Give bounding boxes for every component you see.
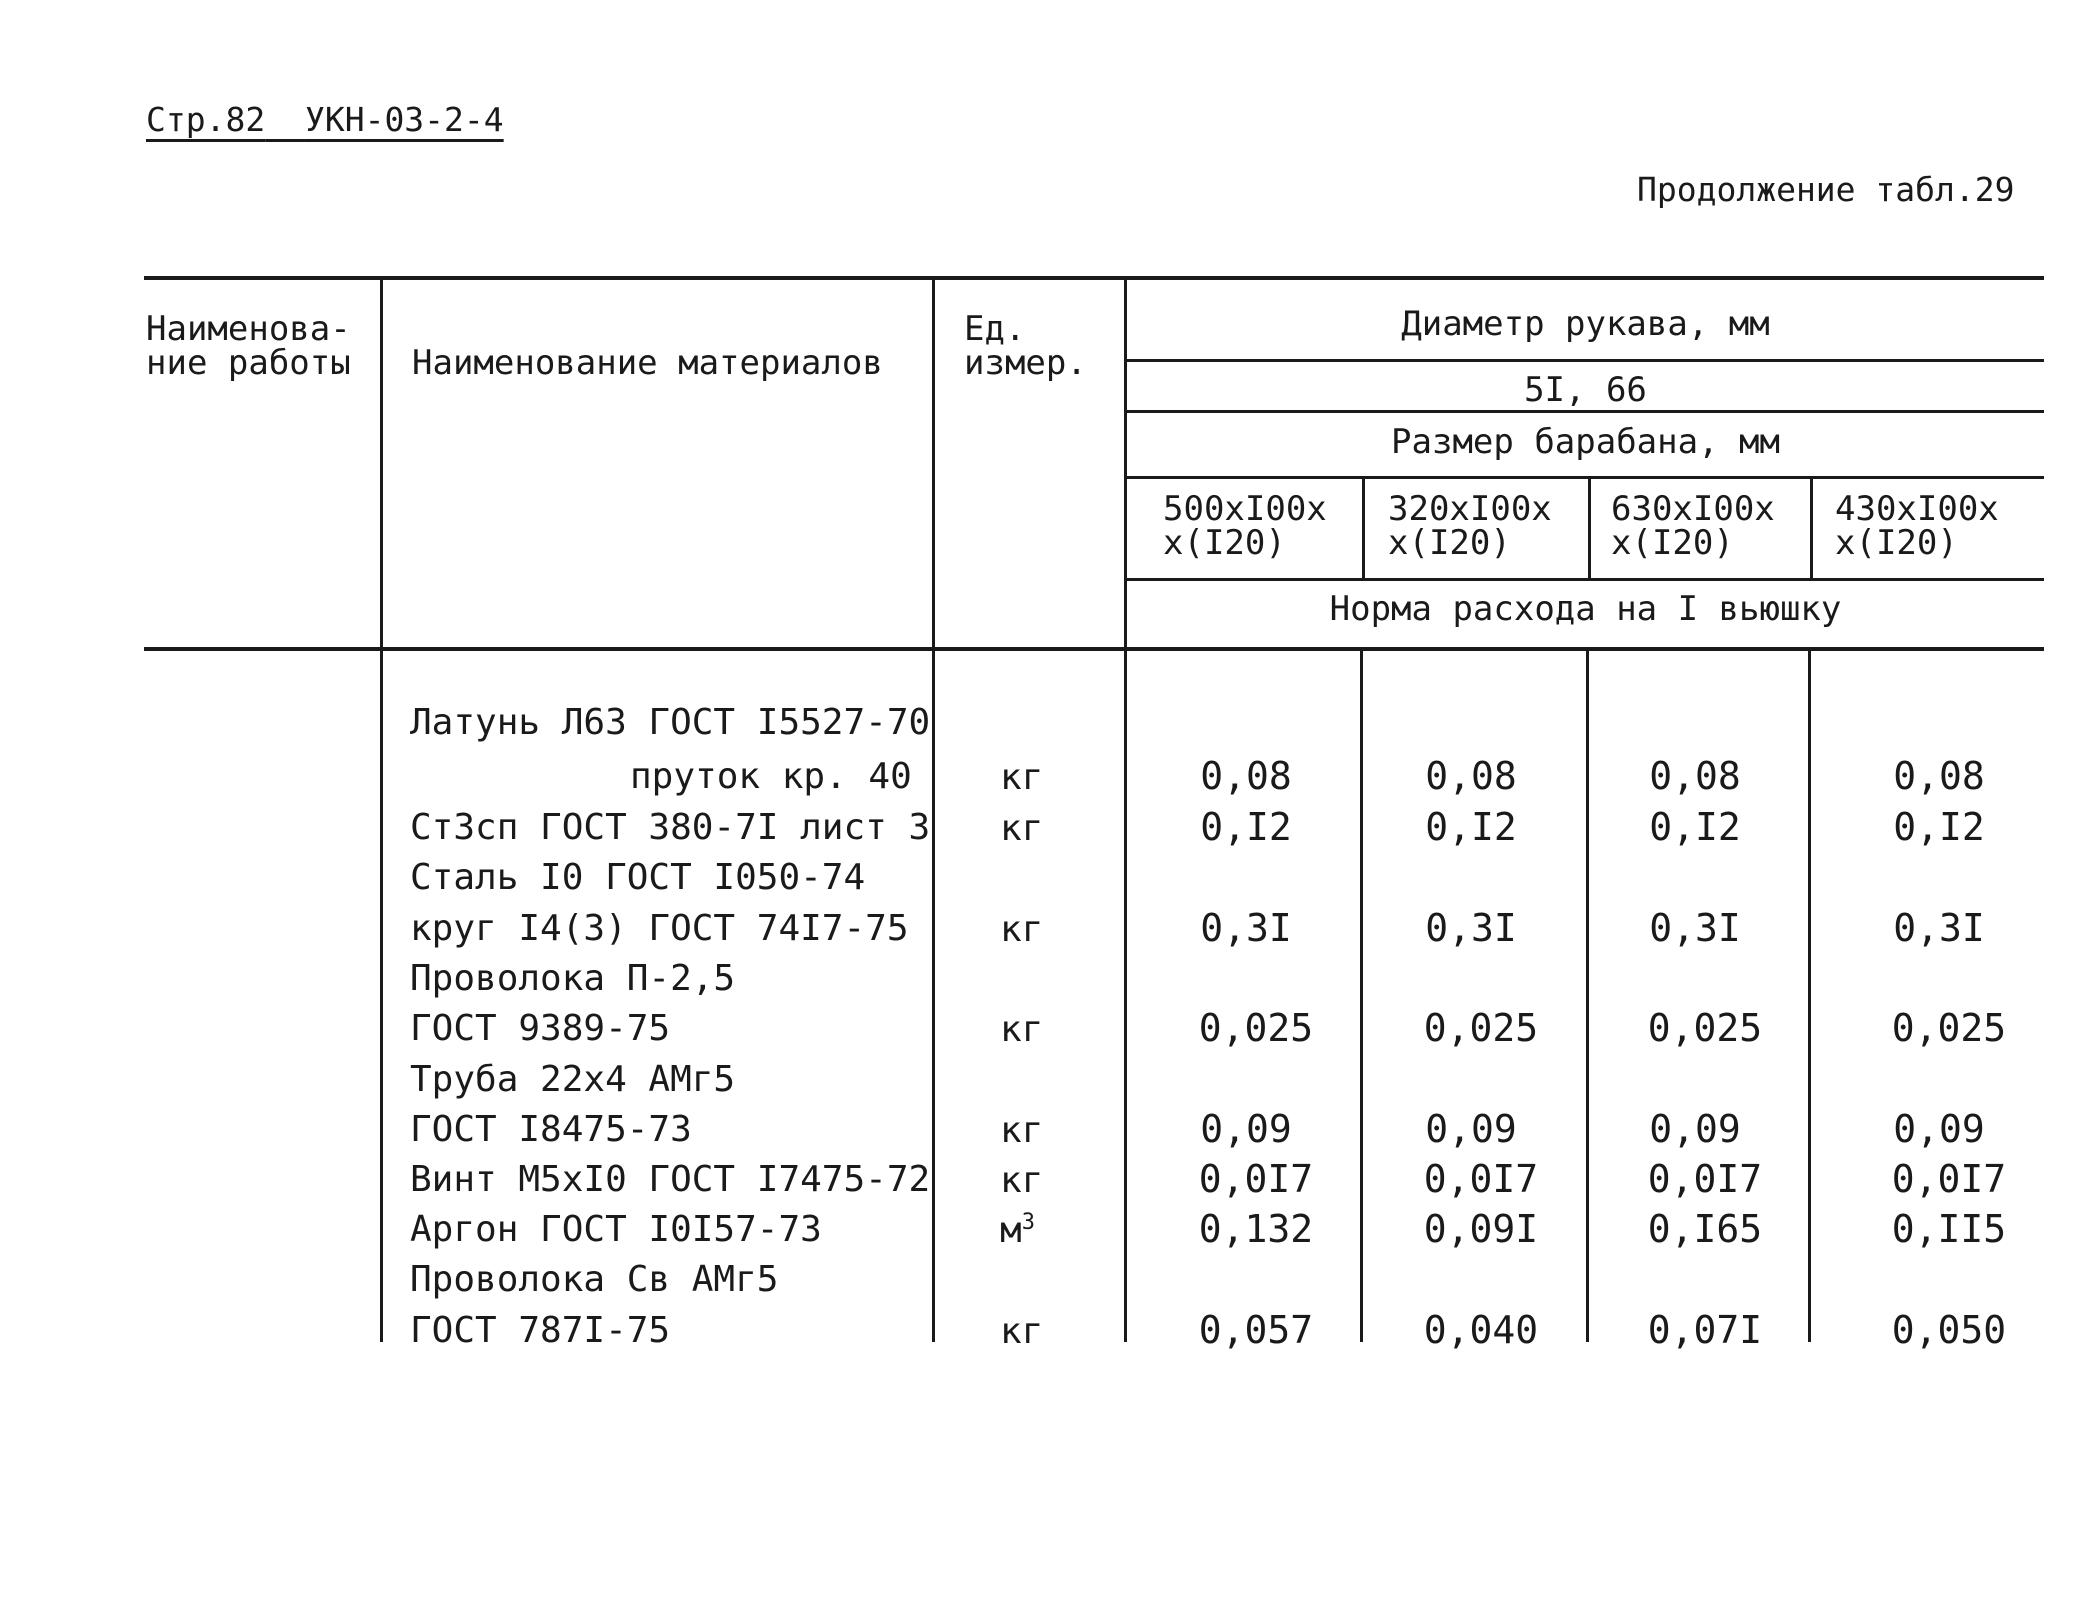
row-11-name: Аргон ГОСТ I0I57-73 — [410, 1209, 822, 1250]
row-4-name: Сталь I0 ГОСТ I050-74 — [410, 857, 866, 898]
row-5-name: круг I4(3) ГОСТ 74I7-75 — [410, 908, 909, 949]
row-7-value-3: 0,025 — [1647, 1006, 1763, 1050]
row-3-value-3: 0,I2 — [1649, 805, 1741, 849]
header-drum-1-line2: х(I20) — [1163, 523, 1286, 563]
drum-size-rule — [1127, 476, 2044, 479]
row-2-value-1: 0,08 — [1200, 754, 1292, 798]
col-rule-drum-3 — [1810, 476, 1813, 580]
col-rule-drum-2 — [1588, 476, 1591, 580]
row-10-value-2: 0,0I7 — [1423, 1157, 1539, 1201]
row-9-name: ГОСТ I8475-73 — [410, 1109, 692, 1150]
header-drum-1-line1: 500хI00х — [1163, 489, 1327, 529]
header-drum-size: Размер барабана, мм — [1391, 422, 1780, 462]
row-9-value-4: 0,09 — [1893, 1107, 1985, 1151]
row-11-unit-exponent: 3 — [1021, 1210, 1035, 1235]
row-2-unit: кг — [1000, 757, 1044, 798]
row-9-value-2: 0,09 — [1425, 1107, 1517, 1151]
row-10-value-4: 0,0I7 — [1891, 1157, 2007, 1201]
row-3-value-4: 0,I2 — [1893, 805, 1985, 849]
row-6-name: Проволока П-2,5 — [410, 958, 736, 999]
header-drum-2 — [1388, 489, 1552, 563]
row-2-value-2: 0,08 — [1425, 754, 1517, 798]
page-number: Стр.82 — [146, 100, 266, 139]
row-7-unit: кг — [1000, 1009, 1044, 1050]
row-11-value-1: 0,132 — [1198, 1207, 1314, 1251]
header-materials: Наименование материалов — [412, 343, 883, 383]
header-unit-line2: измер. — [964, 343, 1087, 383]
row-11-value-4: 0,II5 — [1891, 1207, 2007, 1251]
row-9-value-3: 0,09 — [1649, 1107, 1741, 1151]
row-13-value-3: 0,07I — [1647, 1308, 1763, 1352]
header-work-name — [146, 309, 351, 383]
row-8-name: Труба 22х4 АМг5 — [410, 1059, 736, 1100]
col-rule-work — [380, 276, 383, 1342]
row-1-name: Латунь Л63 ГОСТ I5527-70 — [410, 702, 931, 743]
header-drum-4-line2: х(I20) — [1835, 523, 1958, 563]
header-drum-3-line2: х(I20) — [1611, 523, 1734, 563]
header-norm: Норма расхода на I вьюшку — [1329, 589, 1842, 629]
row-5-value-4: 0,3I — [1893, 906, 1985, 950]
row-10-value-3: 0,0I7 — [1647, 1157, 1763, 1201]
header-drum-3 — [1611, 489, 1775, 563]
row-10-name: Винт М5хI0 ГОСТ I7475-72 — [410, 1159, 931, 1200]
document-code: УКН-03-2-4 — [304, 100, 504, 139]
row-13-value-2: 0,040 — [1423, 1308, 1539, 1352]
table-continuation-label: Продолжение табл.29 — [1637, 170, 2015, 209]
row-3-name: Ст3сп ГОСТ 380-7I лист 3 — [410, 807, 931, 848]
table-top-rule — [144, 276, 2044, 280]
page-header — [146, 100, 504, 139]
row-10-unit: кг — [1000, 1160, 1044, 1201]
header-drum-1 — [1163, 489, 1327, 563]
col-rule-drum-1 — [1362, 476, 1365, 580]
row-10-value-1: 0,0I7 — [1198, 1157, 1314, 1201]
header-unit — [964, 309, 1087, 383]
header-drum-2-line2: х(I20) — [1388, 523, 1511, 563]
row-7-value-1: 0,025 — [1198, 1006, 1314, 1050]
row-12-name: Проволока Св АМг5 — [410, 1259, 779, 1300]
row-7-value-4: 0,025 — [1891, 1006, 2007, 1050]
header-work-line2: ние работы — [146, 343, 351, 383]
header-diameter-value: 5I, 66 — [1524, 370, 1647, 410]
row-2-value-4: 0,08 — [1893, 754, 1985, 798]
row-11-value-3: 0,I65 — [1647, 1207, 1763, 1251]
row-11-unit — [1000, 1210, 1035, 1251]
row-3-unit: кг — [1000, 808, 1044, 849]
row-5-value-3: 0,3I — [1649, 906, 1741, 950]
header-unit-line1: Ед. — [964, 309, 1026, 349]
row-7-value-2: 0,025 — [1423, 1006, 1539, 1050]
diameter-rule — [1127, 359, 2044, 362]
row-5-value-2: 0,3I — [1425, 906, 1517, 950]
row-5-value-1: 0,3I — [1200, 906, 1292, 950]
header-drum-4-line1: 430хI00х — [1835, 489, 1999, 529]
drum-dims-rule — [1127, 578, 2044, 581]
header-bottom-rule — [144, 647, 2044, 651]
row-13-value-4: 0,050 — [1891, 1308, 2007, 1352]
row-13-name: ГОСТ 787I-75 — [410, 1310, 671, 1351]
col-rule-materials — [932, 276, 935, 1342]
diameter-value-rule — [1127, 410, 2044, 413]
header-work-line1: Наименова- — [146, 309, 351, 349]
header-drum-4 — [1835, 489, 1999, 563]
header-diameter: Диаметр рукава, мм — [1401, 304, 1770, 344]
row-3-value-2: 0,I2 — [1425, 805, 1517, 849]
row-11-value-2: 0,09I — [1423, 1207, 1539, 1251]
row-5-unit: кг — [1000, 909, 1044, 950]
row-2-name: пруток кр. 40 — [630, 756, 912, 797]
header-drum-2-line1: 320хI00х — [1388, 489, 1552, 529]
row-11-unit-base: м — [1000, 1210, 1022, 1251]
row-9-value-1: 0,09 — [1200, 1107, 1292, 1151]
row-3-value-1: 0,I2 — [1200, 805, 1292, 849]
row-13-value-1: 0,057 — [1198, 1308, 1314, 1352]
row-2-value-3: 0,08 — [1649, 754, 1741, 798]
header-drum-3-line1: 630хI00х — [1611, 489, 1775, 529]
row-7-name: ГОСТ 9389-75 — [410, 1008, 671, 1049]
row-9-unit: кг — [1000, 1110, 1044, 1151]
row-13-unit: кг — [1000, 1311, 1044, 1352]
